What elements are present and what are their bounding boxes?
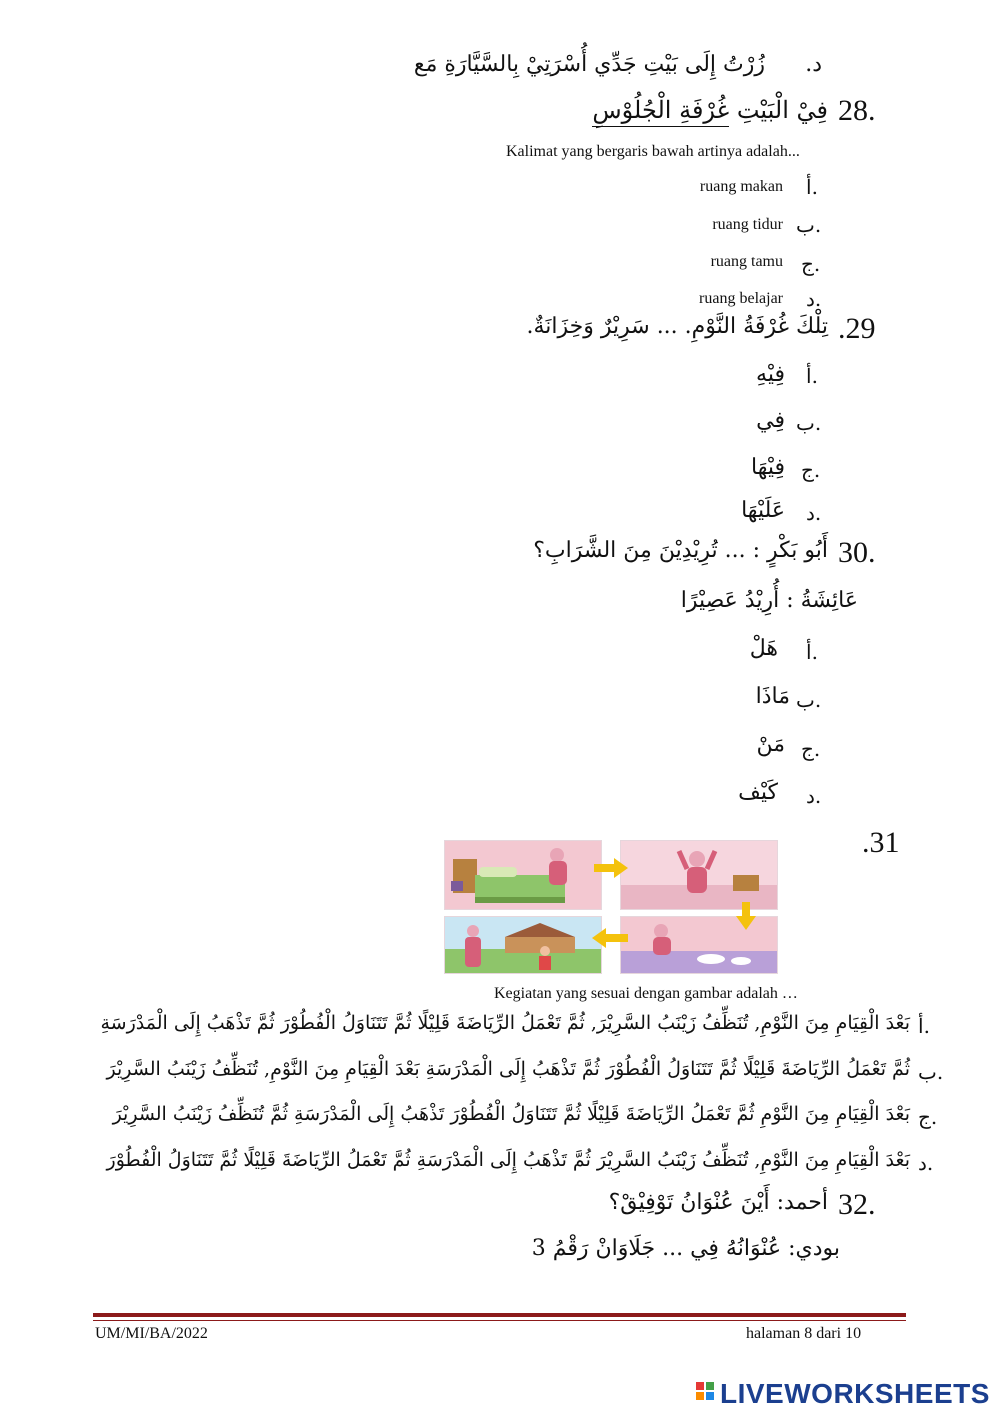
q28-option-d-text[interactable]: ruang belajar <box>699 290 783 307</box>
logo-square-green <box>706 1382 714 1390</box>
q28-option-a-text[interactable]: ruang makan <box>699 178 783 195</box>
q32-line2: بودي: عُنْوَانُهُ فِي ... جَلَاوَانْ رَقْمُ 3 <box>531 1236 840 1261</box>
q31-option-a-letter: أ. <box>918 1014 930 1038</box>
q29-option-b-letter: ب. <box>796 411 822 435</box>
q31-option-c-text[interactable]: بَعْدَ الْقِيَامِ مِنَ النَّوْمِ ثُمَّ تَعْمَلُ الرِّيَاضَةَ قَلِيْلًا ثُمَّ تَتَنَاوَلُ الْفُطُوْرَ تَذْهَبُ إِلَى الْمَدْرَسَةِ ثُمَّ تُنَظِّفُ زَيْنَبُ السَّرِيْرَ <box>112 1103 910 1125</box>
logo-square-orange <box>696 1392 704 1400</box>
q28-instruction: Kalimat yang bergaris bawah artinya adalah... <box>506 143 800 160</box>
q29-option-c-text[interactable]: فِيْهَا <box>751 455 785 480</box>
q28-question <box>592 96 828 124</box>
arrow-right-icon <box>594 858 628 878</box>
q29-number: .29 <box>838 312 876 345</box>
q30-option-a-letter: أ. <box>806 640 818 664</box>
footer-code: UM/MI/BA/2022 <box>95 1325 208 1342</box>
q31-option-d-letter: د. <box>918 1151 934 1175</box>
q28-option-c-text[interactable]: ruang tamu <box>710 253 783 270</box>
q32-line1: أحمد: أَيْنَ عُنْوَانُ تَوْفِيْقْ؟ <box>608 1190 828 1215</box>
q30-option-d-text[interactable]: كَيْف <box>738 780 778 805</box>
logo-square-red <box>696 1382 704 1390</box>
q32-number: 32. <box>838 1188 876 1221</box>
q31-option-a-text[interactable]: بَعْدَ الْقِيَامِ مِنَ النَّوْمِ, تُنَظِّفُ زَيْنَبُ السَّرِيْرَ, ثُمَّ تَعْمَلُ الرِّيَاضَةَ قَلِيْلًا ثُمَّ تَتَنَاوَلُ الْفُطُوْرَ ثُمَّ تَذْهَبُ إِلَى الْمَدْرَسَةِ <box>100 1012 910 1034</box>
q31-instruction: Kegiatan yang sesuai dengan gambar adalah … <box>494 985 798 1002</box>
q28-underlined-phrase: غُرْفَةِ الْجُلُوْسِ <box>592 96 729 127</box>
q27-option-d-text: زُرْتُ إِلَى بَيْتِ جَدِّي أُسْرَتِيْ بِالسَّيَّارَةِ مَع <box>413 52 765 77</box>
q30-number: 30. <box>838 536 876 569</box>
q31-option-b-text[interactable]: ثُمَّ تَعْمَلُ الرِّيَاضَةَ قَلِيْلًا ثُمَّ تَتَنَاوَلُ الْفُطُوْرَ ثُمَّ تَذْهَبُ إِلَى الْمَدْرَسَةِ بَعْدَ الْقِيَامِ مِنَ النَّوْمِ, تُنَظِّفُ زَيْنَبُ السَّرِيْرَ <box>106 1058 910 1080</box>
q28-question-lead: فِيْ الْبَيْتِ <box>736 96 828 124</box>
q31-number: .31 <box>862 826 900 859</box>
q31-illustration <box>444 840 776 972</box>
footer-rule-thin <box>93 1320 906 1321</box>
panel-exercise <box>620 840 778 910</box>
q30-option-a-text[interactable]: هَلْ <box>749 636 778 661</box>
q30-option-c-text[interactable]: مَنْ <box>756 732 785 757</box>
q28-number: 28. <box>838 94 876 127</box>
q29-option-c-letter: ج. <box>801 458 821 482</box>
q29-option-a-text[interactable]: فِيْهِ <box>756 362 785 387</box>
q30-option-b-letter: ب. <box>796 688 822 712</box>
q29-option-a-letter: أ. <box>806 364 818 388</box>
q29-option-b-text[interactable]: فِي <box>756 408 785 433</box>
q28-option-b-letter: ب. <box>796 213 822 237</box>
footer-rule-thick <box>93 1313 906 1317</box>
q27-option-d-letter: د. <box>805 52 822 77</box>
liveworksheets-wordmark[interactable]: LIVEWORKSHEETS <box>720 1378 990 1409</box>
q28-option-d-letter: د. <box>806 287 822 311</box>
q30-option-d-letter: د. <box>806 784 822 808</box>
q30-line2: عَائِشَةُ : أُرِيْدُ عَصِيْرًا <box>680 588 858 613</box>
liveworksheets-logo-icon <box>696 1382 716 1402</box>
logo-square-blue <box>706 1392 714 1400</box>
q31-option-c-letter: ج. <box>918 1105 938 1129</box>
q29-option-d-text[interactable]: عَلَيْهَا <box>741 498 785 523</box>
q28-option-a-letter: أ. <box>806 175 818 199</box>
footer-page-number: halaman 8 dari 10 <box>746 1325 862 1342</box>
q30-option-c-letter: ج. <box>801 737 821 761</box>
panel-going-to-school <box>444 916 602 974</box>
arrow-left-icon <box>592 928 628 948</box>
q30-option-b-text[interactable]: مَاذَا <box>755 684 790 709</box>
q30-line1: أَبُو بَكْرٍ : ... تُرِيْدِيْنَ مِنَ الشَّرَابِ؟ <box>533 538 828 563</box>
panel-making-bed <box>444 840 602 910</box>
q29-option-d-letter: د. <box>806 501 822 525</box>
q31-option-b-letter: ب. <box>918 1060 944 1084</box>
q31-option-d-text[interactable]: بَعْدَ الْقِيَامِ مِنَ النَّوْمِ, تُنَظِّفُ زَيْنَبُ السَّرِيْرَ ثُمَّ تَذْهَبُ إِلَى الْمَدْرَسَةِ ثُمَّ تَعْمَلُ الرِّيَاضَةَ قَلِيْلًا ثُمَّ تَتَنَاوَلُ الْفُطُوْرَ <box>106 1149 910 1171</box>
q28-option-b-text[interactable]: ruang tidur <box>712 216 783 233</box>
q28-option-c-letter: ج. <box>801 252 821 276</box>
arrow-down-icon <box>736 902 756 930</box>
q29-question: تِلْكَ غُرْفَةُ النَّوْمِ. ... سَرِيْرٌ وَخِزَانَةٌ. <box>526 314 828 339</box>
